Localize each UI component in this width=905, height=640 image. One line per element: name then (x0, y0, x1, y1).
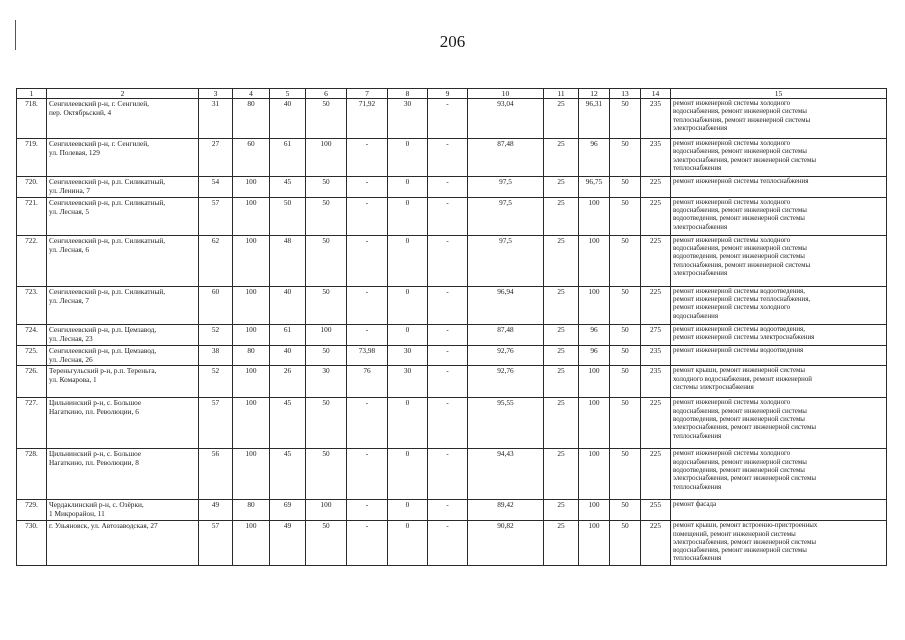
table-row (17, 500, 887, 521)
value-cell-10: 93,04 (468, 99, 544, 139)
value-cell-9: - (428, 345, 468, 366)
value-cell-14: 225 (641, 177, 671, 198)
address-line: Сенгилеевский р-н, р.п. Силикатный, (49, 177, 166, 187)
row-number: 730. (17, 521, 47, 565)
value-cell-11: 25 (544, 197, 579, 235)
works-line: ремонт фасада (673, 501, 717, 509)
value-cell-5: 50 (270, 197, 306, 235)
value-cell-12: 96 (579, 324, 610, 345)
works-line: водоснабжения, ремонт инженерной системы (673, 458, 807, 466)
header-row (17, 89, 887, 99)
value-cell-12: 100 (579, 449, 610, 500)
value-cell-4: 100 (233, 324, 270, 345)
works-line: ремонт крыши, ремонт встроенно-пристроенных (673, 522, 818, 530)
address-cell (47, 345, 199, 366)
value-cell-6: 50 (306, 197, 347, 235)
value-cell-9: - (428, 286, 468, 324)
value-cell-10: 96,94 (468, 286, 544, 324)
value-cell-9: - (428, 366, 468, 398)
works-line: ремонт инженерной системы водоотведения (673, 346, 804, 354)
value-cell-8: 0 (388, 235, 428, 286)
address-line: Нагаткино, пл. Революции, 6 (49, 407, 139, 417)
value-cell-12: 100 (579, 197, 610, 235)
works-line: электроснабжения, ремонт инженерной системы (673, 475, 817, 483)
page-number: 206 (439, 32, 466, 51)
row-number: 720. (17, 177, 47, 198)
value-cell-5: 45 (270, 398, 306, 449)
value-cell-3: 56 (199, 449, 233, 500)
works-line: электроснабжения (673, 124, 728, 132)
value-cell-10: 97,5 (468, 177, 544, 198)
value-cell-11: 25 (544, 449, 579, 500)
address-line: Сенгилеевский р-н, г. Сенгилей, (49, 99, 149, 109)
address-line: Чердаклинский р-н, с. Озёрки, (49, 500, 144, 510)
works-cell (671, 345, 887, 366)
value-cell-11: 25 (544, 286, 579, 324)
works-line: водоотведения, ремонт инженерной системы (673, 416, 805, 424)
value-cell-5: 45 (270, 177, 306, 198)
value-cell-5: 40 (270, 345, 306, 366)
value-cell-7: 76 (347, 366, 388, 398)
value-cell-12: 100 (579, 286, 610, 324)
address-cell (47, 197, 199, 235)
works-line: ремонт инженерной системы электроснабжения (673, 334, 815, 342)
value-cell-13: 50 (610, 197, 641, 235)
value-cell-7: - (347, 324, 388, 345)
header-cell: 5 (270, 89, 306, 99)
row-number: 722. (17, 235, 47, 286)
value-cell-6: 50 (306, 286, 347, 324)
works-line: ремонт инженерной системы теплоснабжения (673, 178, 809, 186)
value-cell-13: 50 (610, 139, 641, 177)
value-cell-7: - (347, 286, 388, 324)
table-row (17, 139, 887, 177)
value-cell-8: 0 (388, 197, 428, 235)
value-cell-13: 50 (610, 500, 641, 521)
value-cell-4: 100 (233, 235, 270, 286)
works-line: теплоснабжения, ремонт инженерной системы (673, 116, 811, 124)
table-row (17, 521, 887, 565)
value-cell-11: 25 (544, 324, 579, 345)
value-cell-3: 57 (199, 521, 233, 565)
value-cell-13: 50 (610, 345, 641, 366)
table-row (17, 324, 887, 345)
value-cell-7: - (347, 177, 388, 198)
value-cell-6: 30 (306, 366, 347, 398)
value-cell-10: 87,48 (468, 324, 544, 345)
value-cell-14: 255 (641, 500, 671, 521)
table-row (17, 449, 887, 500)
value-cell-11: 25 (544, 366, 579, 398)
works-cell (671, 99, 887, 139)
works-cell (671, 398, 887, 449)
value-cell-5: 69 (270, 500, 306, 521)
table-row (17, 235, 887, 286)
value-cell-5: 49 (270, 521, 306, 565)
value-cell-8: 30 (388, 99, 428, 139)
value-cell-10: 95,55 (468, 398, 544, 449)
value-cell-3: 60 (199, 286, 233, 324)
address-cell (47, 500, 199, 521)
value-cell-5: 40 (270, 99, 306, 139)
works-line: водоснабжения (673, 312, 718, 320)
value-cell-12: 100 (579, 235, 610, 286)
value-cell-13: 50 (610, 99, 641, 139)
works-line: ремонт инженерной системы водоотведения, (673, 325, 805, 333)
value-cell-9: - (428, 235, 468, 286)
works-cell (671, 197, 887, 235)
value-cell-6: 100 (306, 139, 347, 177)
works-line: системы электроснабжения (673, 384, 754, 392)
row-number: 723. (17, 286, 47, 324)
value-cell-10: 87,48 (468, 139, 544, 177)
value-cell-12: 100 (579, 366, 610, 398)
value-cell-9: - (428, 398, 468, 449)
value-cell-9: - (428, 449, 468, 500)
works-line: электроснабжения, ремонт инженерной системы (673, 424, 817, 432)
address-line: Сенгилеевский р-н, р.п. Силикатный, (49, 235, 166, 245)
header-cell: 6 (306, 89, 347, 99)
value-cell-7: - (347, 500, 388, 521)
value-cell-3: 52 (199, 324, 233, 345)
header-cell: 13 (610, 89, 641, 99)
value-cell-5: 45 (270, 449, 306, 500)
value-cell-8: 0 (388, 324, 428, 345)
row-number: 721. (17, 197, 47, 235)
works-cell (671, 235, 887, 286)
works-line: ремонт инженерной системы холодного (673, 304, 791, 312)
header-cell: 14 (641, 89, 671, 99)
works-line: ремонт инженерной системы холодного (673, 450, 791, 458)
address-cell (47, 521, 199, 565)
address-line: Сенгилеевский р-н, р.п. Силикатный, (49, 197, 166, 207)
address-line: Сенгилеевский р-н, р.п. Силикатный, (49, 286, 166, 296)
works-cell (671, 521, 887, 565)
register-table-body (17, 89, 887, 566)
value-cell-6: 50 (306, 177, 347, 198)
works-cell (671, 324, 887, 345)
value-cell-14: 225 (641, 286, 671, 324)
value-cell-10: 94,43 (468, 449, 544, 500)
header-cell: 12 (579, 89, 610, 99)
works-line: водоотведения, ремонт инженерной системы (673, 253, 805, 261)
works-cell (671, 286, 887, 324)
register-table (16, 88, 887, 566)
value-cell-12: 100 (579, 398, 610, 449)
row-number: 719. (17, 139, 47, 177)
value-cell-14: 235 (641, 139, 671, 177)
value-cell-11: 25 (544, 500, 579, 521)
value-cell-6: 50 (306, 398, 347, 449)
address-cell (47, 99, 199, 139)
value-cell-9: - (428, 500, 468, 521)
value-cell-4: 100 (233, 366, 270, 398)
value-cell-3: 52 (199, 366, 233, 398)
value-cell-8: 0 (388, 286, 428, 324)
value-cell-7: - (347, 197, 388, 235)
row-number: 729. (17, 500, 47, 521)
works-line: водоснабжения, ремонт инженерной системы (673, 245, 807, 253)
address-line: Цильнинский р-н, с. Большое (49, 398, 142, 408)
address-cell (47, 449, 199, 500)
value-cell-13: 50 (610, 366, 641, 398)
value-cell-6: 100 (306, 324, 347, 345)
address-line: ул. Комарова, 1 (49, 375, 97, 385)
value-cell-9: - (428, 177, 468, 198)
value-cell-3: 62 (199, 235, 233, 286)
value-cell-13: 50 (610, 521, 641, 565)
value-cell-11: 25 (544, 521, 579, 565)
works-line: водоотведения, ремонт инженерной системы (673, 467, 805, 475)
value-cell-7: - (347, 235, 388, 286)
works-cell (671, 449, 887, 500)
address-line: Сенгилеевский р-н, р.п. Цемзавод, (49, 324, 157, 334)
value-cell-8: 0 (388, 500, 428, 521)
works-line: водоснабжения, ремонт инженерной системы (673, 407, 807, 415)
value-cell-6: 50 (306, 345, 347, 366)
works-line: ремонт инженерной системы холодного (673, 236, 791, 244)
value-cell-11: 25 (544, 139, 579, 177)
header-cell: 8 (388, 89, 428, 99)
value-cell-4: 100 (233, 177, 270, 198)
value-cell-7: - (347, 449, 388, 500)
works-line: ремонт инженерной системы холодного (673, 399, 791, 407)
address-line: Цильнинский р-н, с. Большое (49, 449, 142, 459)
header-cell: 2 (47, 89, 199, 99)
works-line: электроснабжения (673, 270, 728, 278)
value-cell-11: 25 (544, 345, 579, 366)
address-line: пер. Октябрьский, 4 (49, 108, 112, 118)
value-cell-14: 235 (641, 366, 671, 398)
works-line: ремонт инженерной системы теплоснабжения, (673, 296, 811, 304)
value-cell-7: - (347, 139, 388, 177)
value-cell-13: 50 (610, 398, 641, 449)
value-cell-5: 40 (270, 286, 306, 324)
value-cell-10: 97,5 (468, 197, 544, 235)
header-cell: 7 (347, 89, 388, 99)
value-cell-4: 100 (233, 197, 270, 235)
value-cell-4: 80 (233, 345, 270, 366)
value-cell-9: - (428, 324, 468, 345)
works-line: помещений, ремонт инженерной системы (673, 530, 796, 538)
value-cell-4: 60 (233, 139, 270, 177)
value-cell-12: 96 (579, 139, 610, 177)
value-cell-8: 0 (388, 521, 428, 565)
address-cell (47, 398, 199, 449)
row-number: 727. (17, 398, 47, 449)
works-cell (671, 139, 887, 177)
row-number: 725. (17, 345, 47, 366)
address-cell (47, 286, 199, 324)
value-cell-12: 96,75 (579, 177, 610, 198)
works-line: ремонт инженерной системы холодного (673, 100, 791, 108)
value-cell-11: 25 (544, 177, 579, 198)
value-cell-10: 90,82 (468, 521, 544, 565)
value-cell-3: 54 (199, 177, 233, 198)
value-cell-4: 100 (233, 398, 270, 449)
address-line: ул. Лесная, 23 (49, 333, 93, 343)
value-cell-12: 96,31 (579, 99, 610, 139)
row-number: 724. (17, 324, 47, 345)
works-line: электроснабжения, ремонт инженерной системы (673, 538, 817, 546)
value-cell-3: 57 (199, 197, 233, 235)
value-cell-5: 61 (270, 324, 306, 345)
value-cell-13: 50 (610, 286, 641, 324)
works-line: ремонт инженерной системы холодного (673, 198, 791, 206)
value-cell-6: 50 (306, 99, 347, 139)
value-cell-5: 61 (270, 139, 306, 177)
works-line: электроснабжения (673, 223, 728, 231)
address-line: Сенгилеевский р-н, г. Сенгилей, (49, 139, 149, 149)
works-line: теплоснабжения (673, 164, 722, 172)
address-line: Нагаткино, пл. Революции, 8 (49, 458, 139, 468)
address-line: ул. Лесная, 26 (49, 354, 93, 364)
works-line: теплоснабжения, ремонт инженерной системы (673, 261, 811, 269)
value-cell-14: 225 (641, 521, 671, 565)
address-line: ул. Ленина, 7 (49, 186, 91, 196)
value-cell-13: 50 (610, 177, 641, 198)
value-cell-6: 50 (306, 521, 347, 565)
value-cell-13: 50 (610, 324, 641, 345)
row-number: 726. (17, 366, 47, 398)
value-cell-11: 25 (544, 398, 579, 449)
table-row (17, 197, 887, 235)
works-line: ремонт крыши, ремонт инженерной системы (673, 367, 806, 375)
value-cell-9: - (428, 99, 468, 139)
value-cell-3: 57 (199, 398, 233, 449)
address-cell (47, 177, 199, 198)
header-cell: 3 (199, 89, 233, 99)
value-cell-14: 225 (641, 449, 671, 500)
value-cell-9: - (428, 521, 468, 565)
table-row (17, 366, 887, 398)
value-cell-13: 50 (610, 235, 641, 286)
value-cell-14: 225 (641, 235, 671, 286)
value-cell-8: 0 (388, 449, 428, 500)
address-line: ул. Лесная, 5 (49, 206, 89, 216)
row-number: 728. (17, 449, 47, 500)
value-cell-12: 100 (579, 521, 610, 565)
value-cell-6: 100 (306, 500, 347, 521)
value-cell-6: 50 (306, 235, 347, 286)
value-cell-14: 225 (641, 398, 671, 449)
table-row (17, 398, 887, 449)
works-line: теплоснабжения (673, 432, 722, 440)
value-cell-3: 38 (199, 345, 233, 366)
value-cell-14: 275 (641, 324, 671, 345)
value-cell-10: 97,5 (468, 235, 544, 286)
works-line: водоснабжения, ремонт инженерной системы (673, 547, 807, 555)
address-cell (47, 235, 199, 286)
value-cell-7: - (347, 398, 388, 449)
value-cell-7: 73,98 (347, 345, 388, 366)
works-line: водоснабжения, ремонт инженерной системы (673, 207, 807, 215)
value-cell-9: - (428, 197, 468, 235)
table-row (17, 177, 887, 198)
value-cell-10: 92,76 (468, 366, 544, 398)
value-cell-13: 50 (610, 449, 641, 500)
address-line: Тереньгульский р-н, р.п. Тереньга, (49, 366, 157, 376)
value-cell-7: - (347, 521, 388, 565)
header-cell: 15 (671, 89, 887, 99)
value-cell-3: 49 (199, 500, 233, 521)
works-line: электроснабжения, ремонт инженерной системы (673, 156, 817, 164)
value-cell-8: 0 (388, 177, 428, 198)
works-line: холодного водоснабжения, ремонт инженерной (673, 375, 812, 383)
table-row (17, 99, 887, 139)
works-line: водоснабжения, ремонт инженерной системы (673, 148, 807, 156)
value-cell-4: 80 (233, 99, 270, 139)
address-line: ул. Полевая, 129 (49, 148, 100, 158)
works-line: ремонт инженерной системы холодного (673, 140, 791, 148)
works-line: теплоснабжения (673, 483, 722, 491)
value-cell-11: 25 (544, 99, 579, 139)
works-line: водоотведения, ремонт инженерной системы (673, 215, 805, 223)
table-row (17, 286, 887, 324)
header-cell: 1 (17, 89, 47, 99)
address-line: г. Ульяновск, ул. Автозаводская, 27 (49, 521, 158, 531)
value-cell-5: 48 (270, 235, 306, 286)
value-cell-4: 100 (233, 286, 270, 324)
address-cell (47, 366, 199, 398)
value-cell-11: 25 (544, 235, 579, 286)
value-cell-4: 100 (233, 521, 270, 565)
value-cell-10: 92,76 (468, 345, 544, 366)
value-cell-12: 100 (579, 500, 610, 521)
value-cell-7: 71,92 (347, 99, 388, 139)
value-cell-14: 235 (641, 99, 671, 139)
header-cell: 11 (544, 89, 579, 99)
value-cell-14: 235 (641, 345, 671, 366)
address-line: ул. Лесная, 6 (49, 244, 89, 254)
header-cell: 9 (428, 89, 468, 99)
address-cell (47, 324, 199, 345)
value-cell-8: 30 (388, 366, 428, 398)
value-cell-3: 31 (199, 99, 233, 139)
row-number: 718. (17, 99, 47, 139)
value-cell-8: 0 (388, 398, 428, 449)
works-line: теплоснабжения (673, 555, 722, 563)
header-cell: 4 (233, 89, 270, 99)
address-line: ул. Лесная, 7 (49, 295, 89, 305)
value-cell-8: 30 (388, 345, 428, 366)
value-cell-5: 26 (270, 366, 306, 398)
value-cell-3: 27 (199, 139, 233, 177)
works-line: ремонт инженерной системы водоотведения, (673, 287, 805, 295)
works-line: водоснабжения, ремонт инженерной системы (673, 108, 807, 116)
works-cell (671, 177, 887, 198)
address-cell (47, 139, 199, 177)
value-cell-10: 89,42 (468, 500, 544, 521)
works-cell (671, 500, 887, 521)
header-cell: 10 (468, 89, 544, 99)
value-cell-14: 225 (641, 197, 671, 235)
table-row (17, 345, 887, 366)
value-cell-4: 100 (233, 449, 270, 500)
address-line: Сенгилеевский р-н, р.п. Цемзавод, (49, 345, 157, 355)
address-line: 1 Микрорайон, 11 (49, 509, 105, 519)
value-cell-9: - (428, 139, 468, 177)
value-cell-8: 0 (388, 139, 428, 177)
value-cell-6: 50 (306, 449, 347, 500)
value-cell-4: 80 (233, 500, 270, 521)
works-cell (671, 366, 887, 398)
value-cell-12: 96 (579, 345, 610, 366)
